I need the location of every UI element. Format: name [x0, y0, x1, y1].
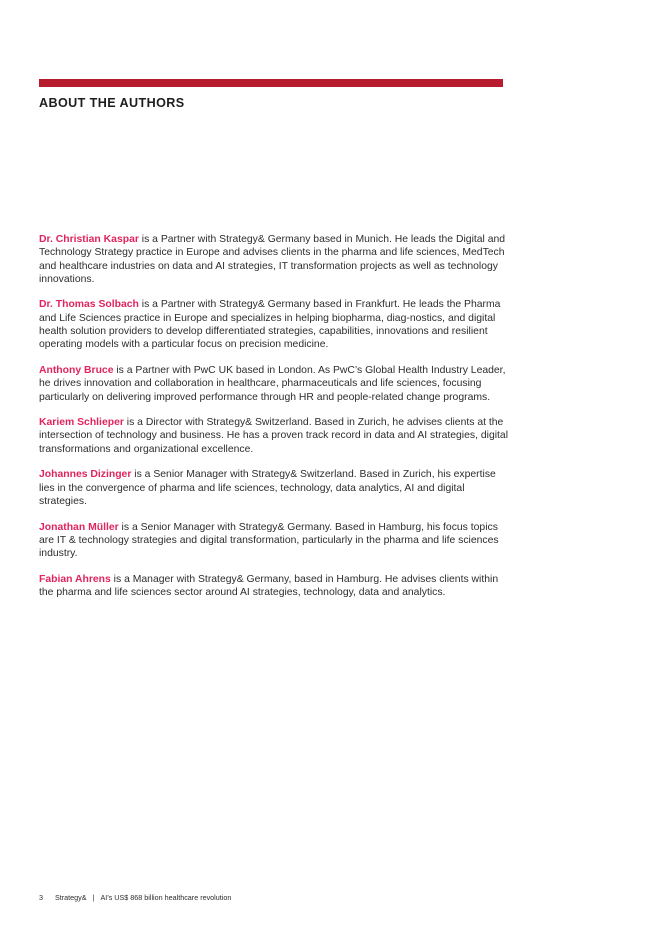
author-bio-christian-kaspar [39, 233, 509, 286]
author-bio-anthony-bruce [39, 364, 509, 404]
page-footer [39, 893, 231, 902]
author-name: Kariem Schlieper [39, 417, 124, 429]
author-name: Johannes Dizinger [39, 469, 132, 481]
author-name: Anthony Bruce [39, 364, 114, 376]
author-description: is a Partner with PwC UK based in London. As PwC’s Global Health Industry Leader, he drives innovation and collaboration in healthcare, pharmaceuticals and life sciences, focusing particularly on delivering improved performance through HR and people-related change programs. [39, 364, 506, 403]
footer-brand: Strategy& [55, 893, 87, 902]
author-name: Fabian Ahrens [39, 573, 111, 585]
author-bio-kariem-schlieper [39, 416, 509, 456]
author-name: Jonathan Müller [39, 521, 119, 533]
author-description: is a Senior Manager with Strategy& Germany. Based in Hamburg, his focus topics are IT & technology strategies and digital transformation, particularly in the pharma and life sciences industry. [39, 521, 499, 560]
page-number: 3 [39, 893, 43, 902]
author-bio-johannes-dizinger [39, 468, 509, 508]
author-description: is a Partner with Strategy& Germany based in Munich. He leads the Digital and Technology Strategy practice in Europe and advises clients in the pharma and life sciences, MedTech and healthcare industries on data and AI strategies, IT transformation projects as well as technology innovations. [39, 234, 506, 285]
section-accent-bar [39, 79, 503, 87]
author-name: Dr. Thomas Solbach [39, 299, 139, 311]
author-description: is a Manager with Strategy& Germany, based in Hamburg. He advises clients within the pharma and life sciences sector around AI strategies, technology, data and analytics. [39, 573, 499, 599]
author-bio-thomas-solbach [39, 298, 509, 351]
author-description: is a Partner with Strategy& Germany based in Frankfurt. He leads the Pharma and Life Sciences practice in Europe and specializes in helping biopharma, diag-nostics, and digital health solution providers to develop differentiated strategies, capabilities, innovations and resilient operating models with a particular focus on precision medicine. [39, 299, 501, 351]
author-description: is a Senior Manager with Strategy& Switzerland. Based in Zurich, his expertise lies in the convergence of pharma and life sciences, technology, data analytics, AI and digital strategies. [39, 469, 496, 507]
author-bio-jonathan-mueller [39, 521, 509, 561]
footer-document-title: AI’s US$ 868 billion healthcare revolution [100, 893, 232, 902]
author-bio-fabian-ahrens [39, 573, 509, 600]
section-title: ABOUT THE AUTHORS [39, 96, 185, 110]
author-description: is a Director with Strategy& Switzerland. Based in Zurich, he advises clients at the intersection of technology and business. He has a proven track record in data and AI strategies, digital transformations and organizational excellence. [39, 417, 509, 455]
author-bios [39, 233, 509, 612]
footer-separator: | [92, 893, 95, 902]
author-name: Dr. Christian Kaspar [39, 234, 139, 245]
